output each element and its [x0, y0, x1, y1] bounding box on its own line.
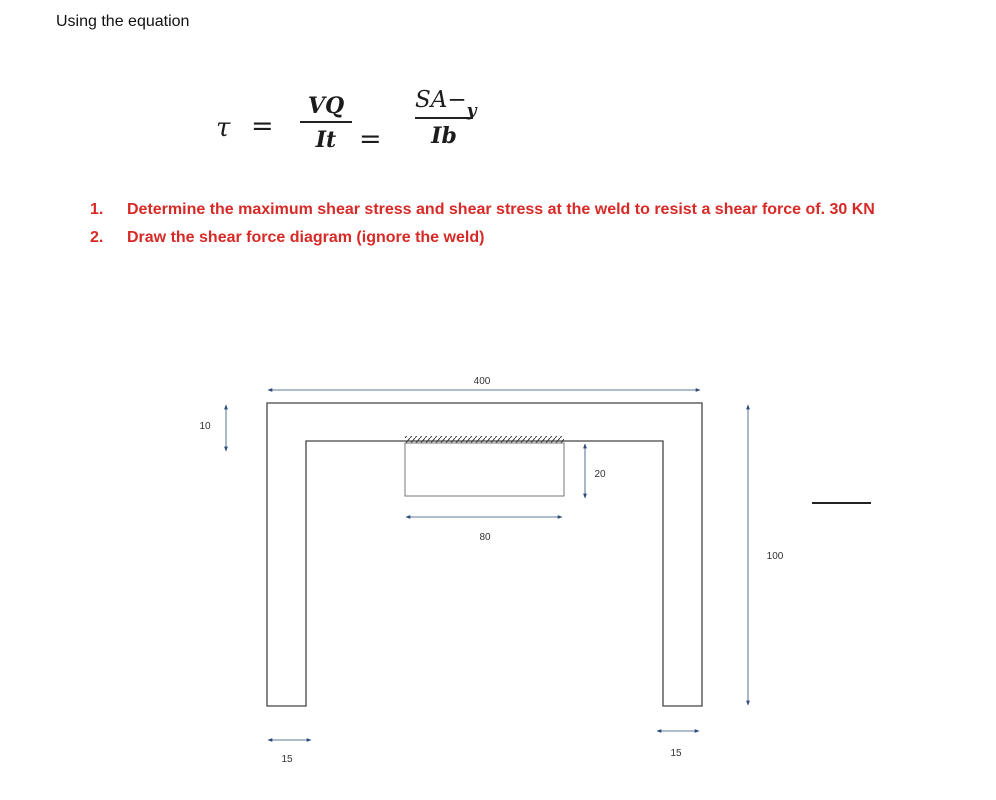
tau-symbol: τ [216, 113, 231, 143]
fraction-denominator-2: Ib [431, 123, 457, 149]
dim-label-right-leg: 15 [670, 748, 682, 759]
dim-label-top-width: 400 [473, 376, 491, 387]
channel-outline [267, 403, 702, 706]
y-bar-subscript: y [466, 101, 477, 121]
task-number: 2. [90, 229, 104, 246]
dim-label-left-leg: 15 [281, 754, 293, 765]
weld-hatch [405, 436, 564, 443]
dim-label-total-height: 100 [766, 551, 784, 562]
fraction-numerator: VQ [307, 93, 345, 119]
weld-plate [405, 443, 564, 496]
equals-sign-1: = [251, 111, 274, 142]
dim-label-plate-width: 80 [479, 532, 491, 543]
equals-sign-2: = [359, 124, 382, 155]
dim-label-plate-height: 20 [594, 469, 606, 480]
intro-text: Using the equation [56, 13, 190, 30]
fraction-numerator-main: SA− [415, 87, 467, 113]
task-text: Draw the shear force diagram (ignore the weld) [127, 229, 485, 246]
task-text: Determine the maximum shear stress and shear stress at the weld to resist a shear force of. 30 KN [127, 201, 875, 218]
fraction-denominator: It [315, 127, 337, 153]
task-number: 1. [90, 201, 104, 218]
dim-label-flange-thickness: 10 [199, 421, 211, 432]
